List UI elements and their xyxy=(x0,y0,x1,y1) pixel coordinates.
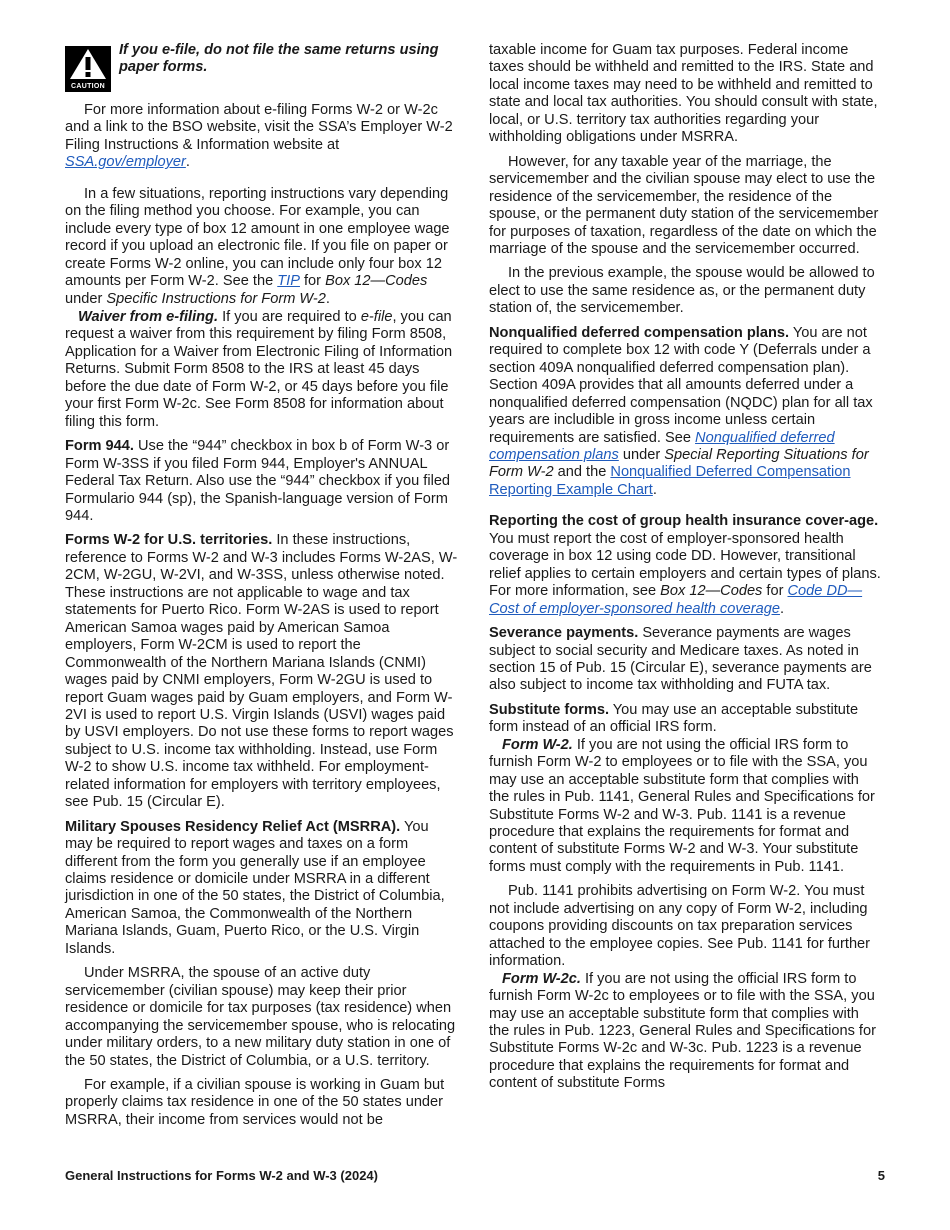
nqdc-paragraph xyxy=(489,325,882,500)
text: If you are required to xyxy=(218,308,361,325)
page-number: 5 xyxy=(877,1168,885,1183)
form-w2c-heading: Form W-2c. xyxy=(502,970,581,987)
caution-label: CAUTION xyxy=(71,83,105,90)
text: Box 12—Codes xyxy=(660,583,763,600)
nqdc-chart-link[interactable]: Nonqualified Deferred Compensation Reporting Example Chart xyxy=(489,464,851,498)
text: You are not required to complete box 12 with code Y (Deferrals under a section 409A nonqualified deferred compensation plan). Section 409A provides that all amounts deferred under a nonqualified deferred compensation (NQDC) plan for all tax years are includible in gross income unless certain requirements are satisfied. See xyxy=(489,324,873,446)
pub1141-paragraph: Pub. 1141 prohibits advertising on Form W-2. You must not include advertising on any copy of Form W-2, including coupons providing discounts on tax preparation services attached to the employee copies. See Pub. 1141 for further information. xyxy=(489,883,871,970)
msrra-paragraph xyxy=(65,819,458,959)
text: . xyxy=(325,290,330,307)
however-paragraph: However, for any taxable year of the marriage, the servicemember and the civilian spouse may elect to use the residence of the servicemember, the residence of the spouse, or the permanent duty station of the servicemember for purposes of taxation, regardless of the date on which the marriage of the spouse and the servicemember occurred. xyxy=(489,153,879,257)
text: Special Reporting Situations for Form W-2 xyxy=(489,446,869,481)
guam-continuation-paragraph: taxable income for Guam tax purposes. Federal income taxes should be withheld and remitted to the IRS. State and local income taxes may need to be withheld and remitted to state and local tax authorities. You should consult with state, local, or U.S. territory tax authorities regarding your withholding obligations under MSRRA. xyxy=(489,42,878,146)
msrra-example-paragraph: For example, if a civilian spouse is working in Guam but properly claims tax residence in one of the 50 states under MSRRA, their income from services would not be xyxy=(65,1077,445,1128)
text: for xyxy=(762,583,788,600)
form944-paragraph xyxy=(65,438,458,525)
msrra-spouse-paragraph: Under MSRRA, the spouse of an active duty servicemember (civilian spouse) may keep their prior residence or domicile for tax purposes (tax residence) when accompanying the servicemember spouse, who is relocating under military orders, to a new military duty station in one of the 50 states, the District of Columbia, or a U.S. territory. xyxy=(65,965,456,1069)
text: Specific Instructions for Form W-2 xyxy=(106,290,326,307)
form944-heading: Form 944. xyxy=(65,438,134,455)
ssa-employer-link[interactable]: SSA.gov/employer xyxy=(65,154,186,171)
text: Use the “944” checkbox in box b of Form W-3 or Form W-3SS if you filed Form 944, Employer's ANNUAL Federal Tax Return. Also use the “944” checkbox if you filed Formulario 944 (sp), the Spanish-language version of Form 944. xyxy=(65,438,451,524)
tip-link[interactable]: TIP xyxy=(277,273,300,290)
form-w2-heading: Form W-2. xyxy=(502,736,573,753)
severance-heading: Severance payments. xyxy=(489,625,639,642)
footer-title: General Instructions for Forms W-2 and W-3 (2024) xyxy=(65,1168,378,1183)
text: You may be required to report wages and taxes on a form different from the form you generally use if an employee claims residence or domicile under MSRRA in a different jurisdiction in one of the 50 states, the District of Columbia, American Samoa, the Commonwealth of the Northern Mariana Islands, Guam, Puerto Rico, or the U.S. Virgin Islands. xyxy=(65,818,445,957)
text: You may use an acceptable substitute form instead of an official IRS form. xyxy=(489,701,859,736)
text: under xyxy=(618,446,665,463)
form-w2c-paragraph xyxy=(489,971,882,1093)
caution-icon xyxy=(65,46,111,92)
text: . xyxy=(779,600,785,617)
left-column xyxy=(65,42,458,1136)
caution-box xyxy=(65,42,458,92)
right-column xyxy=(489,42,882,1100)
text: In a few situations, reporting instructions vary depending on the filing method you choose. For example, you can include every type of box 12 amount in one employee wage record if you upload an electronic file. If you file on paper or create Forms W-2 online, you can include only four box 12 amounts per Form W-2. See the xyxy=(65,185,450,290)
substitute-heading: Substitute forms. xyxy=(489,701,609,718)
text: If you are not using the official IRS form to furnish Form W-2 to employees or to file with the SSA, you may use an acceptable substitute form that complies with the rules in Pub. 1141, General Rules and Specifications for Substitute Forms W-2 and W-3. Pub. 1141 is a revenue procedure that explains the requirements for format and content of substitute Forms W-2 and W-3. Your substitute forms must comply with the requirements in Pub. 1141. xyxy=(489,736,875,875)
text: You must report the cost of employer-sponsored health coverage in box 12 using code DD. However, transitional relief applies to certain employers and certain types of plans. For more information, see xyxy=(489,530,881,600)
nqdc-plans-link[interactable]: Nonqualified deferred compensation plans xyxy=(489,429,835,463)
text: Severance payments are wages subject to social security and Medicare taxes. As noted in section 15 of Pub. 15 (Circular E), severance payments are also subject to income tax withholding and FUTA tax. xyxy=(489,625,872,694)
efile-info-paragraph xyxy=(65,102,458,172)
text: , you can request a waiver from this requirement by filing Form 8508, Application for a Waiver from Electronic Filing of Information Returns. Submit Form 8508 to the IRS at least 45 days before the due date of Form W-2, or 45 days before you file your first Form W-2c. See Form 8508 for information about filing this form. xyxy=(65,308,453,430)
msrra-heading: Military Spouses Residency Relief Act (MSRRA). xyxy=(65,818,401,835)
health-coverage-paragraph xyxy=(489,513,882,618)
territories-heading: Forms W-2 for U.S. territories. xyxy=(65,532,273,549)
nqdc-heading: Nonqualified deferred compensation plans. xyxy=(489,324,790,341)
text: Box 12—Codes xyxy=(325,273,428,290)
caution-text: If you e-file, do not file the same returns using paper forms. xyxy=(119,42,439,76)
filing-method-paragraph xyxy=(65,186,458,308)
territories-paragraph xyxy=(65,532,458,811)
substitute-forms-paragraph xyxy=(489,702,882,737)
text: e-file xyxy=(360,308,393,325)
health-heading: Reporting the cost of group health insurance cover-age. xyxy=(489,513,879,530)
form-w2-paragraph xyxy=(489,737,882,877)
waiver-heading: Waiver from e-filing. xyxy=(78,308,219,325)
text: . xyxy=(652,481,657,498)
previous-example-paragraph: In the previous example, the spouse would be allowed to elect to use the same residence as, or the permanent duty station of, the servicemember. xyxy=(489,265,875,317)
severance-paragraph xyxy=(489,625,882,695)
code-dd-link[interactable]: Code DD—Cost of employer-sponsored health coverage xyxy=(489,583,863,617)
text: for xyxy=(299,273,326,290)
text: under xyxy=(65,290,107,307)
text: In these instructions, reference to Forms W-2 and W-3 includes Forms W-2AS, W-2CM, W-2GU, W-2VI, and W-3SS, unless otherwise noted. These instructions are not applicable to wage and tax statements for Puerto Rico. Form W-2AS is used to report American Samoa wages paid by American Samoa employers, Form W-2CM is used to report the Commonwealth of the Northern Mariana Islands (CNMI) wages paid by CNMI employers, Form W-2GU is used to report Guam wages paid by Guam employers, and Form W-2VI is used to report U.S. Virgin Islands (USVI) wages paid by USVI employers. Do not use these forms to report wages subject to U.S. income tax withholding. Instead, use Form W-2 to show U.S. income tax withheld. For employment-related information for employers with territory employees, see Pub. 15 (Circular E). xyxy=(65,532,458,811)
text: . xyxy=(185,154,190,171)
page-footer xyxy=(65,1168,885,1183)
text: If you are not using the official IRS form to furnish Form W-2c to employees or to file with the SSA, you may use an acceptable substitute form that complies with the rules in Pub. 1223, General Rules and Specifications for Substitute Forms W-2c and W-3c. Pub. 1223 is a revenue procedure that explains the requirements for format and content of substitute Forms xyxy=(489,970,876,1092)
text: and the xyxy=(553,464,611,481)
text: For more information about e-filing Forms W-2 or W-2c and a link to the BSO website, visit the SSA’s Employer W-2 Filing Instructions & Information website at xyxy=(65,102,453,153)
waiver-paragraph xyxy=(65,309,458,431)
